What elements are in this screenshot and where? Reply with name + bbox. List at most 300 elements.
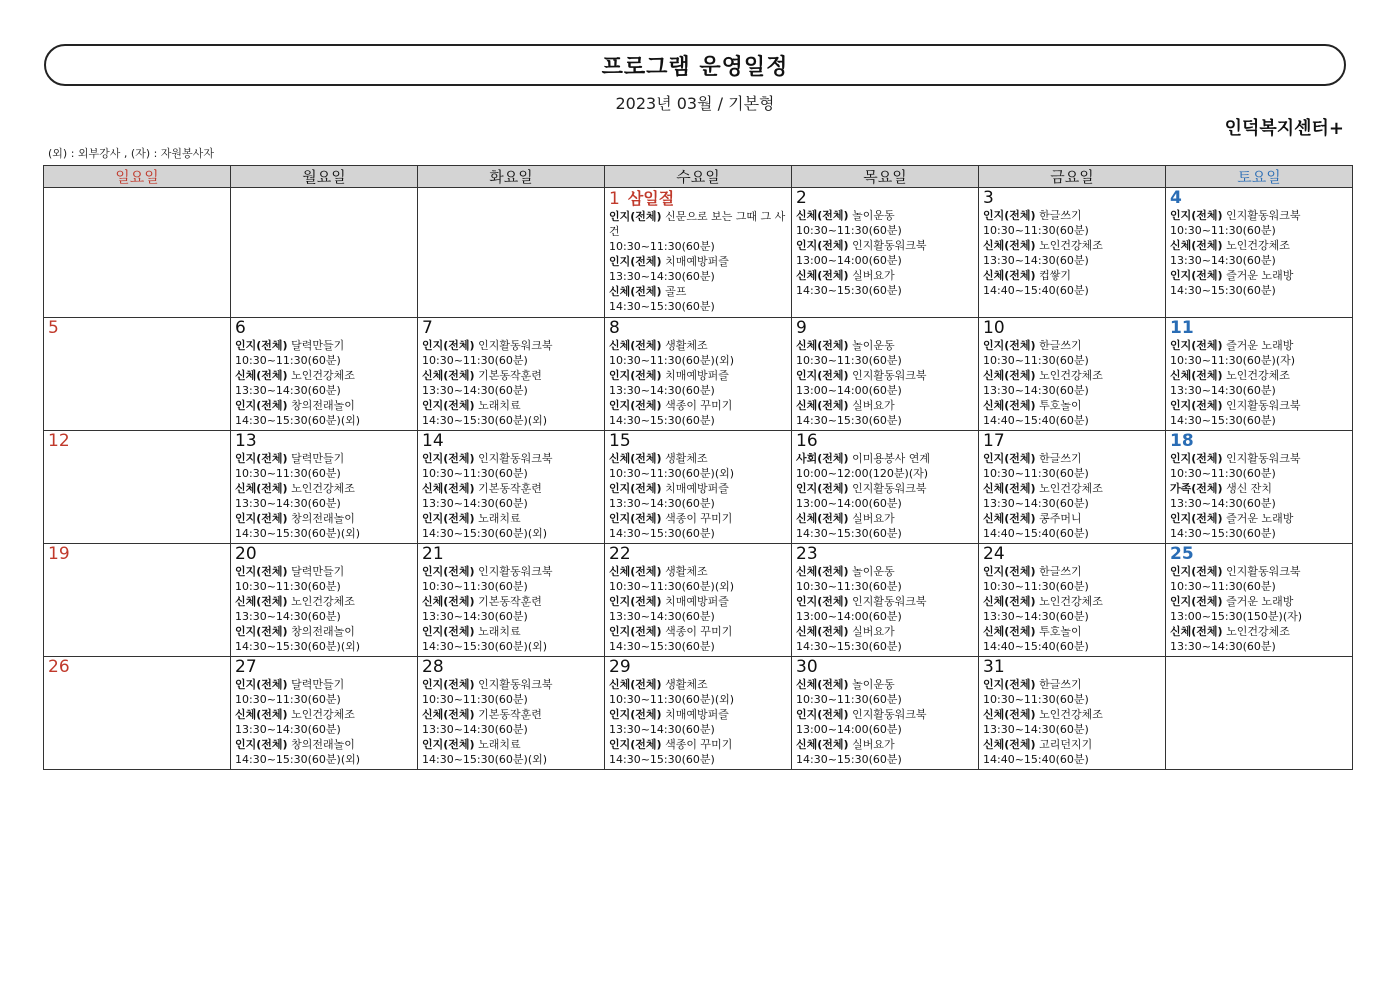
day-number <box>983 432 1162 451</box>
program-time: 13:30~14:30(60분) <box>983 384 1089 397</box>
day-cell <box>231 431 418 544</box>
program-entry <box>235 481 414 496</box>
day-number <box>609 658 788 677</box>
program-entry <box>609 624 788 639</box>
program-name: 창의전래놀이 <box>291 512 355 525</box>
program-category: 신체(전체) <box>422 595 475 608</box>
program-time: 13:30~14:30(60분) <box>983 254 1089 267</box>
day-cell <box>792 188 979 318</box>
program-entry <box>422 338 601 353</box>
program-entry <box>609 368 788 383</box>
program-time: 13:00~14:00(60분) <box>796 610 902 623</box>
program-category: 신체(전체) <box>235 482 288 495</box>
day-number <box>48 658 227 677</box>
program-category: 인지(전체) <box>796 239 849 252</box>
day-number-text: 19 <box>48 544 70 564</box>
program-name: 인지활동워크북 <box>852 708 927 721</box>
program-category: 신체(전체) <box>983 239 1036 252</box>
program-entry <box>609 481 788 496</box>
title-banner <box>44 44 1346 86</box>
day-number-text: 29 <box>609 657 631 677</box>
program-name: 인지활동워크북 <box>1226 209 1301 222</box>
program-name: 기본동작훈련 <box>478 369 542 382</box>
day-cell <box>1166 431 1353 544</box>
program-time: 13:30~14:30(60분) <box>983 497 1089 510</box>
program-entry <box>983 594 1162 609</box>
program-time: 14:30~15:30(60분)(외) <box>422 414 548 427</box>
program-name: 생활체조 <box>665 452 708 465</box>
program-name: 기본동작훈련 <box>478 482 542 495</box>
program-entry <box>422 511 601 526</box>
day-number <box>983 319 1162 338</box>
program-category: 신체(전체) <box>422 482 475 495</box>
program-category: 인지(전체) <box>422 678 475 691</box>
day-cell <box>44 318 231 431</box>
program-entry <box>1170 368 1349 383</box>
program-entry <box>235 624 414 639</box>
day-cell <box>605 657 792 770</box>
program-entry <box>235 677 414 692</box>
program-name: 실버요가 <box>852 269 895 282</box>
program-name: 인지활동워크북 <box>478 678 553 691</box>
program-entry <box>609 511 788 526</box>
program-entry <box>1170 268 1349 283</box>
day-cell <box>1166 188 1353 318</box>
program-time: 13:00~14:00(60분) <box>796 723 902 736</box>
program-time: 14:30~15:30(60분) <box>796 753 902 766</box>
program-category: 신체(전체) <box>983 512 1036 525</box>
day-number-text: 10 <box>983 318 1005 338</box>
day-cell <box>979 544 1166 657</box>
program-entry <box>796 707 975 722</box>
day-cell <box>44 657 231 770</box>
day-cell <box>231 657 418 770</box>
program-category: 인지(전체) <box>609 625 662 638</box>
program-time: 14:30~15:30(60분) <box>609 527 715 540</box>
program-time: 10:30~11:30(60분) <box>422 467 528 480</box>
day-number <box>796 189 975 208</box>
program-time: 13:30~14:30(60분) <box>983 610 1089 623</box>
program-category: 신체(전체) <box>796 738 849 751</box>
day-number-text: 2 <box>796 188 807 208</box>
day-number-text: 4 <box>1170 188 1182 208</box>
program-entry <box>1170 564 1349 579</box>
program-category: 인지(전체) <box>422 512 475 525</box>
day-number-text: 7 <box>422 318 433 338</box>
program-entry <box>609 254 788 269</box>
program-entry <box>1170 238 1349 253</box>
day-cell <box>231 544 418 657</box>
program-time: 13:30~14:30(60분) <box>235 497 341 510</box>
program-name: 노인건강체조 <box>291 482 355 495</box>
program-time: 10:30~11:30(60분) <box>1170 224 1276 237</box>
program-name: 실버요가 <box>852 738 895 751</box>
day-number-text: 17 <box>983 431 1005 451</box>
program-time: 14:30~15:30(60분)(외) <box>422 640 548 653</box>
program-category: 인지(전체) <box>1170 452 1223 465</box>
day-number <box>983 658 1162 677</box>
program-category: 신체(전체) <box>1170 625 1223 638</box>
program-category: 인지(전체) <box>609 708 662 721</box>
program-category: 인지(전체) <box>235 399 288 412</box>
program-time: 14:30~15:30(60분) <box>796 414 902 427</box>
program-time: 14:30~15:30(60분) <box>1170 414 1276 427</box>
program-time: 14:30~15:30(60분)(외) <box>235 753 361 766</box>
program-time: 13:00~14:00(60분) <box>796 384 902 397</box>
program-time: 13:30~14:30(60분) <box>1170 384 1276 397</box>
day-number-text: 13 <box>235 431 257 451</box>
weekday-header-fri: 금요일 <box>979 166 1166 188</box>
program-time: 14:40~15:40(60분) <box>983 527 1089 540</box>
program-time: 10:30~11:30(60분) <box>983 224 1089 237</box>
day-cell <box>605 188 792 318</box>
program-entry <box>235 707 414 722</box>
day-cell <box>1166 544 1353 657</box>
program-name: 인지활동워크북 <box>852 482 927 495</box>
program-name: 즐거운 노래방 <box>1226 595 1294 608</box>
program-entry <box>1170 398 1349 413</box>
program-category: 신체(전체) <box>796 512 849 525</box>
program-entry <box>609 284 788 299</box>
day-cell <box>605 544 792 657</box>
program-time: 10:30~11:30(60분) <box>796 693 902 706</box>
program-category: 인지(전체) <box>1170 339 1223 352</box>
day-number <box>422 545 601 564</box>
program-category: 인지(전체) <box>235 339 288 352</box>
day-number-text: 16 <box>796 431 818 451</box>
program-entry <box>235 564 414 579</box>
day-number <box>235 545 414 564</box>
program-time: 14:30~15:30(60분) <box>609 414 715 427</box>
program-name: 노인건강체조 <box>1226 369 1290 382</box>
page-title: 프로그램 운영일정 <box>601 54 789 80</box>
program-name: 기본동작훈련 <box>478 595 542 608</box>
program-name: 달력만들기 <box>291 452 345 465</box>
program-category: 신체(전체) <box>422 369 475 382</box>
program-name: 한글쓰기 <box>1039 339 1082 352</box>
day-number <box>422 658 601 677</box>
program-name: 창의전래놀이 <box>291 738 355 751</box>
program-category: 신체(전체) <box>983 482 1036 495</box>
program-name: 생활체조 <box>665 678 708 691</box>
week-row <box>44 544 1353 657</box>
day-cell <box>44 544 231 657</box>
program-entry <box>422 624 601 639</box>
day-cell <box>44 431 231 544</box>
program-time: 14:30~15:30(60분) <box>609 300 715 313</box>
program-entry <box>796 338 975 353</box>
day-number <box>796 545 975 564</box>
program-name: 노인건강체조 <box>1039 239 1103 252</box>
calendar-body <box>44 188 1353 770</box>
center-name: 인덕복지센터+ <box>1224 118 1344 139</box>
program-entry <box>983 238 1162 253</box>
day-number-text: 25 <box>1170 544 1194 564</box>
program-entry <box>796 238 975 253</box>
program-entry <box>796 511 975 526</box>
day-number <box>422 319 601 338</box>
day-number-text: 21 <box>422 544 444 564</box>
weekday-header-wed: 수요일 <box>605 166 792 188</box>
program-name: 노인건강체조 <box>291 595 355 608</box>
program-name: 색종이 꾸미기 <box>665 625 733 638</box>
program-time: 13:00~15:30(150분)(자) <box>1170 610 1303 623</box>
day-cell <box>605 431 792 544</box>
week-row <box>44 657 1353 770</box>
day-number-text: 3 <box>983 188 994 208</box>
day-cell <box>979 657 1166 770</box>
program-name: 달력만들기 <box>291 678 345 691</box>
program-time: 10:30~11:30(60분) <box>796 224 902 237</box>
day-number-text: 26 <box>48 657 70 677</box>
day-number-text: 31 <box>983 657 1005 677</box>
day-cell <box>231 318 418 431</box>
program-time: 14:30~15:30(60분) <box>796 640 902 653</box>
program-time: 13:30~14:30(60분) <box>422 723 528 736</box>
program-time: 14:30~15:30(60분) <box>1170 284 1276 297</box>
program-entry <box>609 737 788 752</box>
day-number <box>983 189 1162 208</box>
day-number-text: 23 <box>796 544 818 564</box>
day-number-text: 27 <box>235 657 257 677</box>
program-time: 13:30~14:30(60분) <box>1170 640 1276 653</box>
day-cell <box>418 188 605 318</box>
program-category: 인지(전체) <box>1170 269 1223 282</box>
day-cell <box>979 188 1166 318</box>
day-number <box>796 432 975 451</box>
weekday-header-thu: 목요일 <box>792 166 979 188</box>
week-row <box>44 431 1353 544</box>
week-row <box>44 188 1353 318</box>
program-name: 고리던지기 <box>1039 738 1093 751</box>
day-cell <box>418 431 605 544</box>
program-name: 한글쓰기 <box>1039 452 1082 465</box>
program-name: 즐거운 노래방 <box>1226 269 1294 282</box>
program-name: 인지활동워크북 <box>1226 452 1301 465</box>
program-name: 놀이운동 <box>852 565 895 578</box>
day-number <box>422 432 601 451</box>
program-category: 인지(전체) <box>609 512 662 525</box>
program-entry <box>422 594 601 609</box>
program-name: 인지활동워크북 <box>1226 565 1301 578</box>
program-time: 14:30~15:30(60분) <box>796 527 902 540</box>
day-cell <box>792 431 979 544</box>
program-time: 10:30~11:30(60분) <box>983 693 1089 706</box>
weekday-header-row <box>44 166 1353 188</box>
program-entry <box>983 398 1162 413</box>
program-entry <box>1170 511 1349 526</box>
program-category: 인지(전체) <box>983 678 1036 691</box>
program-entry <box>796 677 975 692</box>
day-number <box>796 319 975 338</box>
program-category: 인지(전체) <box>235 738 288 751</box>
program-time: 13:30~14:30(60분) <box>422 610 528 623</box>
program-entry <box>983 451 1162 466</box>
program-name: 투호놀이 <box>1039 625 1082 638</box>
program-time: 10:30~11:30(60분) <box>983 580 1089 593</box>
day-cell <box>979 431 1166 544</box>
program-time: 13:30~14:30(60분) <box>609 497 715 510</box>
day-cell <box>792 657 979 770</box>
program-entry <box>983 481 1162 496</box>
program-name: 인지활동워크북 <box>852 369 927 382</box>
program-category: 신체(전체) <box>609 565 662 578</box>
program-entry <box>796 208 975 223</box>
program-time: 10:30~11:30(60분) <box>1170 580 1276 593</box>
program-entry <box>983 564 1162 579</box>
program-category: 인지(전체) <box>1170 565 1223 578</box>
program-name: 놀이운동 <box>852 339 895 352</box>
day-number <box>1170 189 1349 208</box>
program-category: 신체(전체) <box>983 269 1036 282</box>
program-category: 인지(전체) <box>235 625 288 638</box>
program-time: 14:40~15:40(60분) <box>983 284 1089 297</box>
day-number <box>235 432 414 451</box>
program-category: 인지(전체) <box>983 452 1036 465</box>
day-cell <box>418 318 605 431</box>
program-time: 14:30~15:30(60분)(외) <box>422 527 548 540</box>
day-number-text: 15 <box>609 431 631 451</box>
program-time: 14:30~15:30(60분) <box>609 753 715 766</box>
day-number <box>609 319 788 338</box>
program-name: 한글쓰기 <box>1039 209 1082 222</box>
program-category: 신체(전체) <box>235 708 288 721</box>
program-time: 13:30~14:30(60분) <box>609 384 715 397</box>
program-name: 치매예방퍼즐 <box>665 482 729 495</box>
program-entry <box>983 368 1162 383</box>
program-category: 신체(전체) <box>983 399 1036 412</box>
program-category: 인지(전체) <box>422 625 475 638</box>
program-category: 인지(전체) <box>1170 399 1223 412</box>
program-entry <box>796 268 975 283</box>
program-entry <box>422 677 601 692</box>
program-entry <box>796 737 975 752</box>
program-entry <box>235 368 414 383</box>
day-number-text: 11 <box>1170 318 1194 338</box>
day-number-text: 28 <box>422 657 444 677</box>
program-time: 10:30~11:30(60분) <box>235 467 341 480</box>
program-time: 10:30~11:30(60분) <box>983 354 1089 367</box>
day-number <box>235 658 414 677</box>
day-number-text: 18 <box>1170 431 1194 451</box>
day-number <box>1170 545 1349 564</box>
program-category: 신체(전체) <box>609 339 662 352</box>
program-entry <box>235 338 414 353</box>
program-entry <box>235 451 414 466</box>
program-entry <box>796 594 975 609</box>
program-time: 14:40~15:40(60분) <box>983 414 1089 427</box>
program-category: 인지(전체) <box>983 339 1036 352</box>
program-category: 인지(전체) <box>1170 209 1223 222</box>
program-entry <box>609 451 788 466</box>
program-name: 이미용봉사 연계 <box>852 452 930 465</box>
program-time: 10:30~11:30(60분) <box>422 354 528 367</box>
day-number <box>609 545 788 564</box>
program-name: 노인건강체조 <box>1226 625 1290 638</box>
program-name: 생활체조 <box>665 565 708 578</box>
program-category: 신체(전체) <box>796 339 849 352</box>
day-number-text: 14 <box>422 431 444 451</box>
day-number-text: 5 <box>48 318 59 338</box>
program-category: 사회(전체) <box>796 452 849 465</box>
day-number <box>48 319 227 338</box>
program-entry <box>609 707 788 722</box>
day-number <box>235 319 414 338</box>
program-name: 실버요가 <box>852 625 895 638</box>
program-entry <box>422 707 601 722</box>
program-name: 실버요가 <box>852 399 895 412</box>
program-category: 신체(전체) <box>796 209 849 222</box>
program-time: 13:30~14:30(60분) <box>422 497 528 510</box>
program-entry <box>983 677 1162 692</box>
program-time: 10:30~11:30(60분) <box>235 354 341 367</box>
program-category: 인지(전체) <box>609 595 662 608</box>
program-time: 10:30~11:30(60분)(외) <box>609 580 735 593</box>
day-number <box>609 189 788 209</box>
program-category: 인지(전체) <box>609 738 662 751</box>
program-time: 13:30~14:30(60분) <box>983 723 1089 736</box>
day-number-text: 1 <box>609 189 620 209</box>
program-entry <box>983 707 1162 722</box>
program-name: 한글쓰기 <box>1039 565 1082 578</box>
program-entry <box>609 338 788 353</box>
program-category: 가족(전체) <box>1170 482 1223 495</box>
day-number-text: 6 <box>235 318 246 338</box>
day-cell <box>792 318 979 431</box>
program-category: 인지(전체) <box>983 209 1036 222</box>
program-time: 13:00~14:00(60분) <box>796 497 902 510</box>
program-time: 10:30~11:30(60분) <box>235 580 341 593</box>
program-time: 13:30~14:30(60분) <box>609 610 715 623</box>
program-category: 인지(전체) <box>796 595 849 608</box>
program-entry <box>1170 208 1349 223</box>
program-category: 인지(전체) <box>1170 512 1223 525</box>
day-cell <box>44 188 231 318</box>
day-number <box>48 545 227 564</box>
program-name: 실버요가 <box>852 512 895 525</box>
program-entry <box>1170 481 1349 496</box>
program-name: 기본동작훈련 <box>478 708 542 721</box>
program-name: 인지활동워크북 <box>478 565 553 578</box>
program-name: 노인건강체조 <box>291 369 355 382</box>
program-category: 인지(전체) <box>235 452 288 465</box>
program-entry <box>609 564 788 579</box>
program-name: 콩주머니 <box>1039 512 1082 525</box>
program-name: 노인건강체조 <box>291 708 355 721</box>
program-entry <box>796 564 975 579</box>
day-number-text: 20 <box>235 544 257 564</box>
program-name: 노래치료 <box>478 625 521 638</box>
program-entry <box>235 737 414 752</box>
program-category: 신체(전체) <box>983 595 1036 608</box>
day-cell <box>418 657 605 770</box>
program-category: 신체(전체) <box>235 369 288 382</box>
program-category: 신체(전체) <box>609 452 662 465</box>
program-name: 즐거운 노래방 <box>1226 339 1294 352</box>
program-time: 14:30~15:30(60분)(외) <box>422 753 548 766</box>
program-entry <box>609 209 788 239</box>
program-category: 인지(전체) <box>983 565 1036 578</box>
program-category: 인지(전체) <box>609 210 662 223</box>
program-entry <box>422 737 601 752</box>
program-entry <box>235 398 414 413</box>
program-entry <box>983 268 1162 283</box>
program-time: 13:30~14:30(60분) <box>609 270 715 283</box>
day-cell <box>979 318 1166 431</box>
day-number-text: 22 <box>609 544 631 564</box>
page-subtitle: 2023년 03월 / 기본형 <box>615 94 775 113</box>
program-category: 신체(전체) <box>796 399 849 412</box>
